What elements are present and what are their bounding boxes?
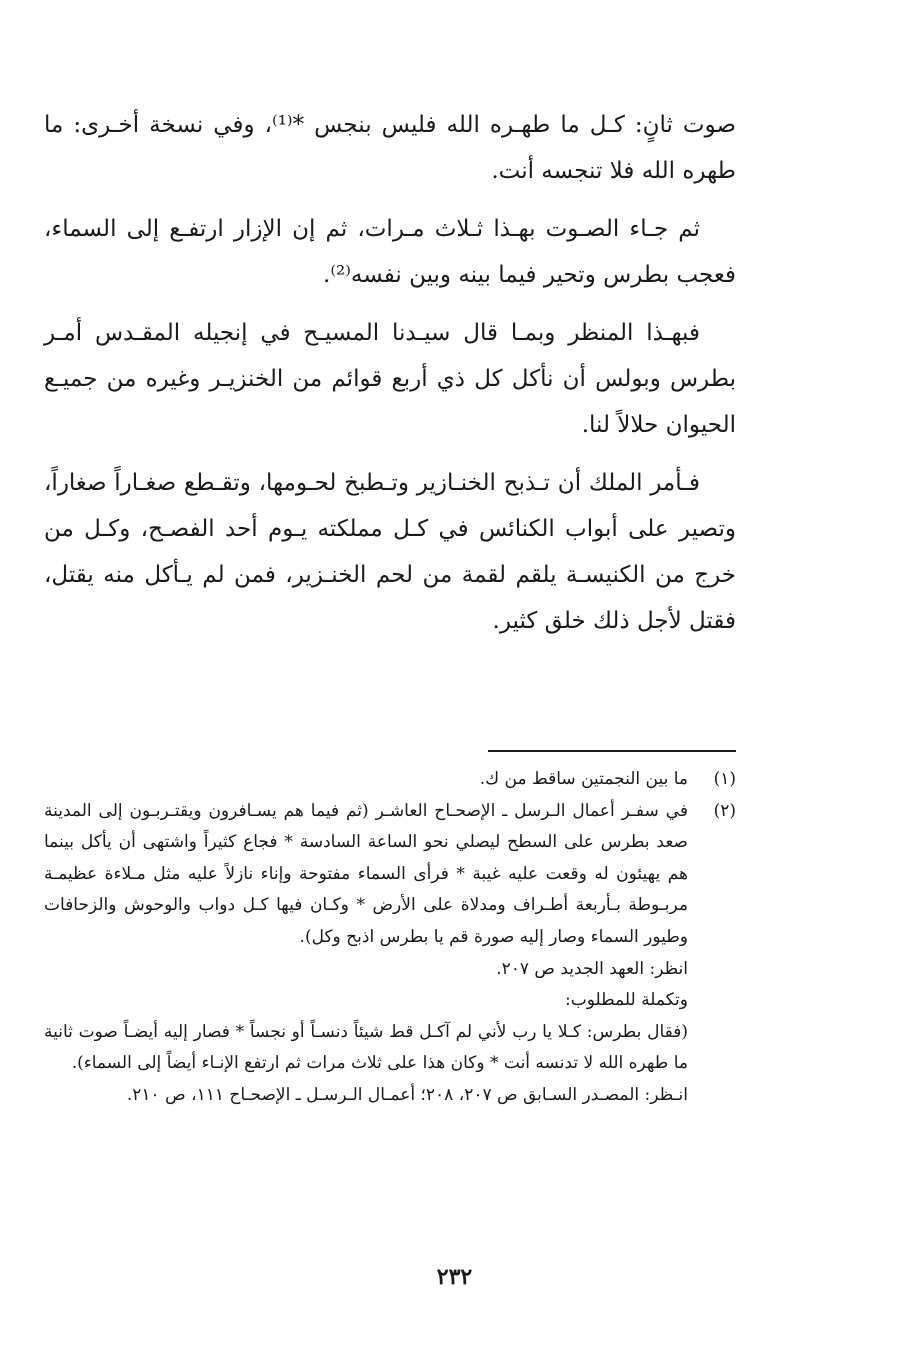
footnote-line: وتكملة للمطلوب:: [564, 990, 688, 1011]
footnotes: [44, 764, 736, 1112]
paragraph-1: صوت ثانٍ: كـل ما طهـره الله فليس بنجس *⁽¹⁾، وفي نسخة أخـرى: ما طهره الله فلا تنجسه أنت.: [44, 112, 736, 184]
footnote-2: [44, 796, 736, 1112]
footnote-number: (١): [713, 769, 736, 789]
page-number: ٢٣٢: [436, 1264, 473, 1290]
footnote-line: انظر: العهد الجديد ص ٢٠٧.: [496, 958, 688, 979]
footnote-separator: [488, 750, 736, 752]
footnote-1: [44, 764, 736, 796]
footnote-number: (٢): [713, 800, 736, 821]
footnote-body: [44, 796, 688, 1112]
paragraph-4: فـأمر الملك أن تـذبح الخنـازير وتـطبخ لحـومها، وتقـطع صغـاراً صغاراً، وتصير على أبواب الكنائس في كـل مملكته يـوم أحد الفصـح، وكـل من خرج من الكنيسـة يلقم لقمة من لحم الخنـزير، فمن لم يـأكل منه يقتل، فقتل لأجل ذلك خلق كثير.: [44, 470, 736, 634]
paragraph-3: فبهـذا المنظر وبمـا قال سيـدنا المسيـح في إنجيله المقـدس أمـر بطرس وبولس أن نأكل كل ذي أربع قوائم من الخنزيـر وغيره من جميـع الحيوان حلالاً لنا.: [44, 320, 736, 438]
footnote-line: ما بين النجمتين ساقط من ك.: [479, 769, 688, 789]
footnote-line: انـظر: المصـدر السـابق ص ٢٠٧، ٢٠٨؛ أعمـال الـرسـل ـ الإصحـاح ١١١، ص ٢١٠.: [126, 1084, 688, 1105]
footnote-body: [44, 764, 688, 796]
footnote-line: في سفـر أعمال الـرسل ـ الإصحـاح العاشـر (ثم فيما هم يسـافرون ويقتـربـون إلى المدينة صعد بطرس على السطح ليصلي نحو الساعة السادسة * فجاع كثيراً واشتهى أن يأكل بينما هم يهيئون له وقعت عليه غيبة * فرأى السماء مفتوحة وإناء نازلاً عليه مثل مـلاءة عظيمـة مربـوطة بـأربعة أطـراف ومدلاة على الأرض * وكـان فيها كـل دواب والوحوش والزحافات وطيور السماء وصار إليه صورة قم يا بطرس اذبح وكل).: [44, 800, 688, 947]
main-text: [44, 102, 736, 656]
paragraph-2: ثم جـاء الصـوت بهـذا ثـلاث مـرات، ثم إن الإزار ارتفـع إلى السماء، فعجب بطرس وتحير فيما بينه وبين نفسه⁽²⁾.: [44, 216, 736, 288]
footnote-line: (فقال بطرس: كـلا يا رب لأني لم آكـل قط شيئاً دنسـاً أو نجساً * فصار إليه أيضـاً صوت ثانية ما طهره الله لا تدنسه أنت * وكان هذا على ثلاث مرات ثم ارتفع الإنـاء أيضاً إلى السماء).: [44, 1021, 688, 1074]
